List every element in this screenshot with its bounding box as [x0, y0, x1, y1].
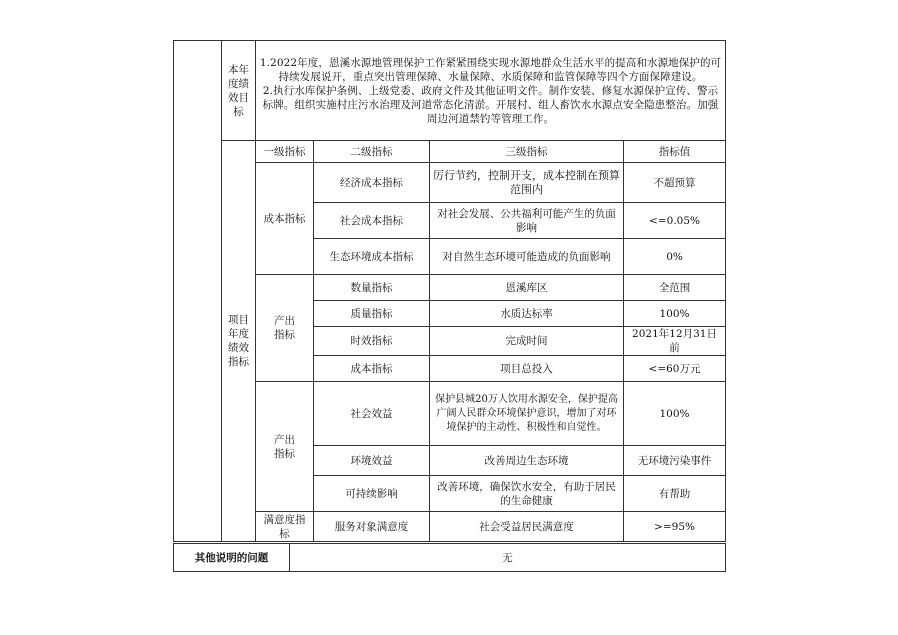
cell-level3: 完成时间 [430, 327, 624, 356]
cell-value: 有帮助 [624, 476, 726, 512]
cell-level3: 厉行节约，控制开支，成本控制在预算范围内 [430, 163, 624, 203]
goals-row [174, 41, 726, 141]
cell-level3: 对自然生态环境可能造成的负面影响 [430, 239, 624, 275]
cell-level2: 环境效益 [314, 446, 430, 476]
cell-level3: 改善周边生态环境 [430, 446, 624, 476]
cell-level2: 社会成本指标 [314, 203, 430, 239]
header-level2: 二级指标 [314, 141, 430, 163]
cell-level2: 社会效益 [314, 382, 430, 446]
performance-table [173, 40, 726, 542]
cell-level2: 可持续影响 [314, 476, 430, 512]
header-level1: 一级指标 [256, 141, 314, 163]
other-issues-label: 其他说明的问题 [174, 544, 290, 572]
goals-content [256, 41, 726, 141]
other-issues-row [174, 544, 726, 572]
cell-level3: 项目总投入 [430, 356, 624, 382]
output-indicator-label: 产出 指标 [256, 275, 314, 382]
effect-indicator-label: 产出 指标 [256, 382, 314, 512]
header-value: 指标值 [624, 141, 726, 163]
table-row [174, 163, 726, 203]
table-row [174, 512, 726, 542]
cell-value: 100% [624, 301, 726, 327]
cell-value: >=95% [624, 512, 726, 542]
other-issues-value: 无 [290, 544, 726, 572]
cell-value: 不超预算 [624, 163, 726, 203]
cell-value: 100% [624, 382, 726, 446]
indicators-label: 项目 年度 绩效 指标 [222, 141, 256, 542]
cell-level2: 数量指标 [314, 275, 430, 301]
blank-left-cell [174, 41, 222, 542]
cell-level3: 对社会发展、公共福利可能产生的负面影响 [430, 203, 624, 239]
indicator-header-row [174, 141, 726, 163]
cell-value: 全范围 [624, 275, 726, 301]
satisfaction-indicator-label: 满意度指 标 [256, 512, 314, 542]
cell-value: 2021年12月31日前 [624, 327, 726, 356]
goals-paragraph-2: 2.执行水库保护条例、上级党委、政府文件及其他证明文件。制作安装、修复水源保护宣传、警示标牌。组织实施村庄污水治理及河道常态化清淤。开展村、组人畜饮水水源点安全隐患整治。加强周边河道禁钓等管理工作。 [262, 84, 719, 125]
cell-level3: 恩溪库区 [430, 275, 624, 301]
table-row [174, 275, 726, 301]
goals-label: 本年 度绩 效目 标 [222, 41, 256, 141]
cell-level2: 服务对象满意度 [314, 512, 430, 542]
cell-level2: 经济成本指标 [314, 163, 430, 203]
cell-value: 无环境污染事件 [624, 446, 726, 476]
cost-indicator-label: 成本指标 [256, 163, 314, 275]
goals-paragraph-1: 1.2022年度，恩溪水源地管理保护工作紧紧围绕实现水源地群众生活水平的提高和水源地保护的可持续发展说开，重点突出管理保障、水量保障、水质保障和监管保障等四个方面保障建设。 [259, 56, 722, 83]
cell-value: <=0.05% [624, 203, 726, 239]
other-issues-table [173, 543, 726, 572]
cell-level3: 改善环境，确保饮水安全，有助于居民的生命健康 [430, 476, 624, 512]
cell-level2: 质量指标 [314, 301, 430, 327]
cell-level3: 水质达标率 [430, 301, 624, 327]
cell-level2: 成本指标 [314, 356, 430, 382]
cell-level2: 时效指标 [314, 327, 430, 356]
header-level3: 三级指标 [430, 141, 624, 163]
cell-value: 0% [624, 239, 726, 275]
cell-level3: 社会受益居民满意度 [430, 512, 624, 542]
cell-level3: 保护县城20万人饮用水源安全，保护提高广阔人民群众环境保护意识，增加了对环境保护的主动性、积极性和自觉性。 [430, 382, 624, 446]
cell-level2: 生态环境成本指标 [314, 239, 430, 275]
table-row [174, 382, 726, 446]
cell-value: <=60万元 [624, 356, 726, 382]
